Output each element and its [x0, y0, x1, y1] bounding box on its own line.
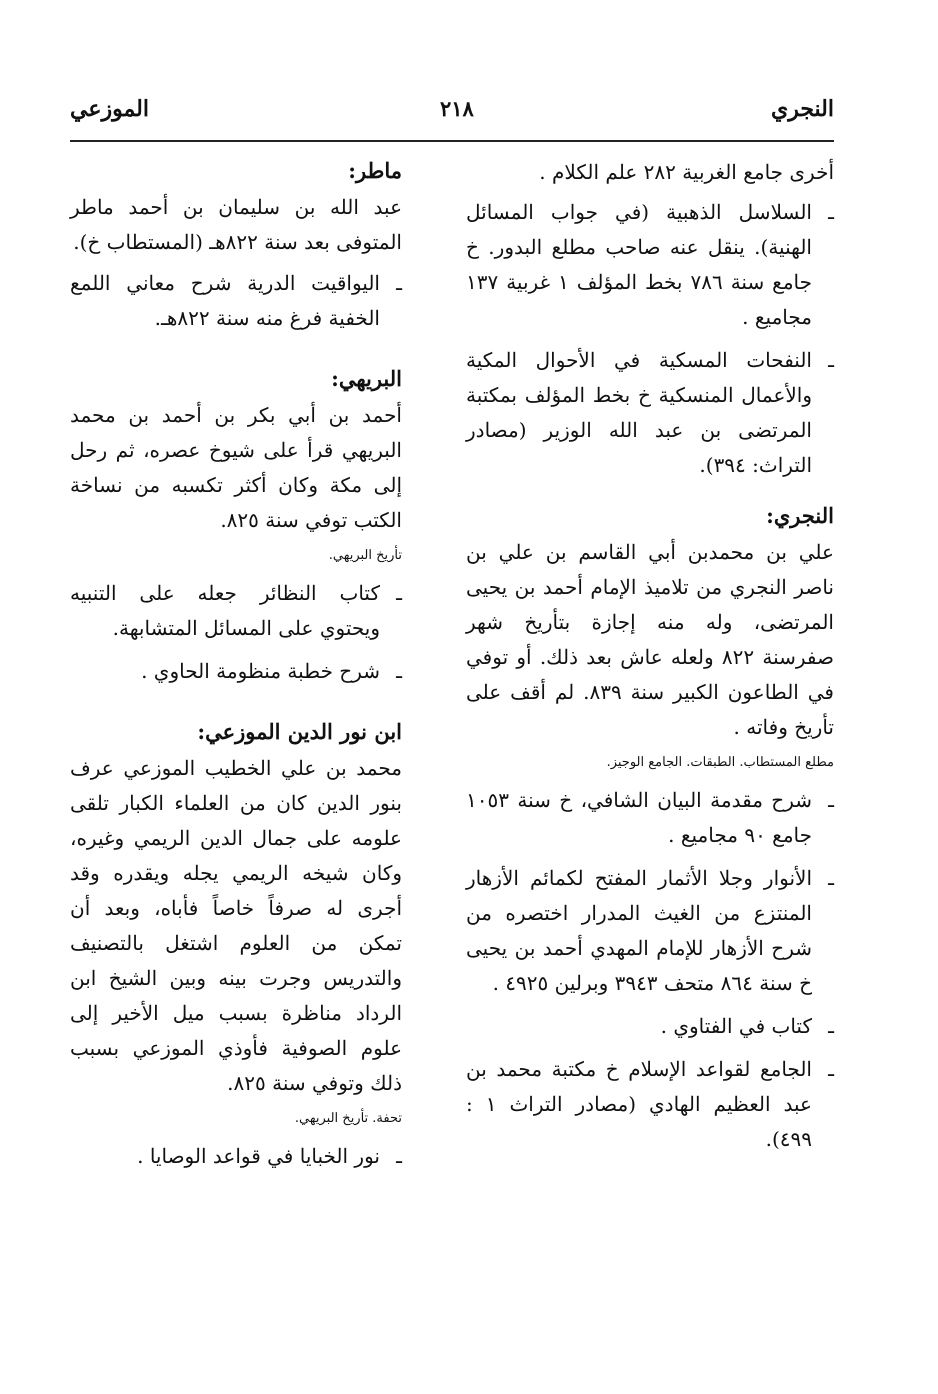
work-text: الأنوار وجلا الأثمار المفتح لكمائم الأزهار المنتزع من الغيث المدرار اختصره من شرح الأزهار للإمام المهدي أحمد بن يحيى خ سنة ٨٦٤ متحف ٣٩٤٣ وبرلين ٤٩٢٥ . — [466, 866, 812, 995]
entry-bio-najri: علي بن محمدبن أبي القاسم بن علي بن ناصر النجري من تلاميذ الإمام أحمد بن يحيى المرتضى، وله منه إجازة بتأريخ شهر صفرسنة ٨٢٢ ولعله عاش بعد ذلك. أو توفي في الطاعون الكبير سنة ٨٣٩. لم أقف على تأريخ وفاته . — [466, 540, 834, 739]
work-item: ـ الأنوار وجلا الأثمار المفتح لكمائم الأزهار المنتزع من الغيث المدرار اختصره من شرح الأزهار للإمام المهدي أحمد بن يحيى خ سنة ٨٦٤ متحف ٣٩٤٣ وبرلين ٤٩٢٥ . — [466, 866, 834, 995]
left-column — [70, 156, 402, 1182]
work-item: ـ نور الخبايا في قواعد الوصايا . — [137, 1144, 402, 1168]
work-text: الجامع لقواعد الإسلام خ مكتبة محمد بن عبد العظيم الهادي (مصادر التراث ١ : ٤٩٩). — [466, 1057, 812, 1151]
works-list-matir — [70, 266, 402, 336]
work-item: ـ اليواقيت الدرية شرح معاني اللمع الخفية فرغ منه سنة ٨٢٢هـ. — [70, 271, 402, 330]
work-item: ـ كتاب في الفتاوي . — [660, 1014, 834, 1038]
work-text: النفحات المسكية في الأحوال المكية والأعمال المنسكية خ بخط المؤلف بمكتبة المرتضى بن عبد الله الوزير (مصادر التراث: ٣٩٤). — [466, 348, 812, 477]
entry-bio-mawzai: محمد بن علي الخطيب الموزعي عرف بنور الدين كان من العلماء الكبار تلقى علومه على جمال الدين الريمي وغيره، وكان شيخه الريمي يجله ويقدره وقد أجرى له صرفاً خاصاً فأباه، وبعد أن تمكن من العلوم اشتغل بالتصنيف والتدريس وجرت بينه وبين الشيخ ابن الرداد مناظرة بسبب ميل الأخير إلى علوم الصوفية فأوذي الموزعي بسبب ذلك وتوفي سنة ٨٢٥. — [70, 756, 402, 1095]
work-text: شرح مقدمة البيان الشافي، خ سنة ١٠٥٣ جامع ٩٠ مجاميع . — [466, 788, 812, 847]
entry-heading-burayhi: البريهي: — [331, 366, 402, 391]
work-text: السلاسل الذهبية (في جواب المسائل الهنية). ينقل عنه صاحب مطلع البدور. خ جامع سنة ٧٨٦ بخط المؤلف ١ غربية ١٣٧ مجاميع . — [466, 200, 812, 329]
work-item: ـ السلاسل الذهبية (في جواب المسائل الهنية). ينقل عنه صاحب مطلع البدور. خ جامع سنة ٧٨٦ بخط المؤلف ١ غربية ١٣٧ مجاميع . — [466, 200, 834, 329]
running-head-left: الموزعي — [70, 96, 149, 122]
works-list-najri — [466, 783, 834, 1157]
right-column — [466, 156, 834, 1165]
entry-bio-matir: عبد الله بن سليمان بن أحمد ماطر المتوفى بعد سنة ٨٢٢هـ (المستطاب خ). — [70, 195, 402, 254]
entry-heading-mawzai: ابن نور الدين الموزعي: — [197, 719, 402, 744]
page-number: ٢١٨ — [440, 96, 474, 121]
work-item: ـ شرح مقدمة البيان الشافي، خ سنة ١٠٥٣ جامع ٩٠ مجاميع . — [466, 788, 834, 847]
work-text: اليواقيت الدرية شرح معاني اللمع الخفية فرغ منه سنة ٨٢٢هـ. — [70, 271, 380, 330]
header-rule — [70, 140, 834, 142]
work-text: كتاب في الفتاوي . — [660, 1014, 812, 1038]
entry-sources-mawzai: تحفة. تأريخ البريهي. — [294, 1111, 402, 1126]
entry-heading-najri: النجري: — [766, 503, 834, 528]
work-text: نور الخبايا في قواعد الوصايا . — [137, 1144, 380, 1168]
works-list-continued — [466, 195, 834, 483]
work-item: ـ النفحات المسكية في الأحوال المكية والأعمال المنسكية خ بخط المؤلف بمكتبة المرتضى بن عبد الله الوزير (مصادر التراث: ٣٩٤). — [466, 348, 834, 477]
works-list-mawzai — [70, 1139, 402, 1174]
running-head-right: النجري — [770, 96, 834, 122]
work-text: كتاب النظائر جعله على التنبيه ويحتوي على المسائل المتشابهة. — [70, 581, 380, 640]
continuation-line: أخرى جامع الغربية ٢٨٢ علم الكلام . — [539, 160, 834, 184]
works-list-burayhi — [70, 576, 402, 689]
entry-sources-burayhi: تأريخ البريهي. — [328, 548, 402, 563]
entry-sources-najri: مطلع المستطاب. الطبقات. الجامع الوجيز. — [606, 755, 834, 770]
work-item: ـ الجامع لقواعد الإسلام خ مكتبة محمد بن عبد العظيم الهادي (مصادر التراث ١ : ٤٩٩). — [466, 1057, 834, 1151]
work-item: ـ كتاب النظائر جعله على التنبيه ويحتوي على المسائل المتشابهة. — [70, 581, 402, 640]
work-text: شرح خطبة منظومة الحاوي . — [141, 659, 380, 683]
work-item: ـ شرح خطبة منظومة الحاوي . — [141, 659, 402, 683]
entry-heading-matir: ماطر: — [348, 158, 402, 183]
entry-bio-burayhi: أحمد بن أبي بكر بن أحمد بن محمد البريهي قرأ على شيوخ عصره، ثم رحل إلى مكة وكان أكثر تكسبه من نساخة الكتب توفي سنة ٨٢٥. — [70, 403, 402, 532]
